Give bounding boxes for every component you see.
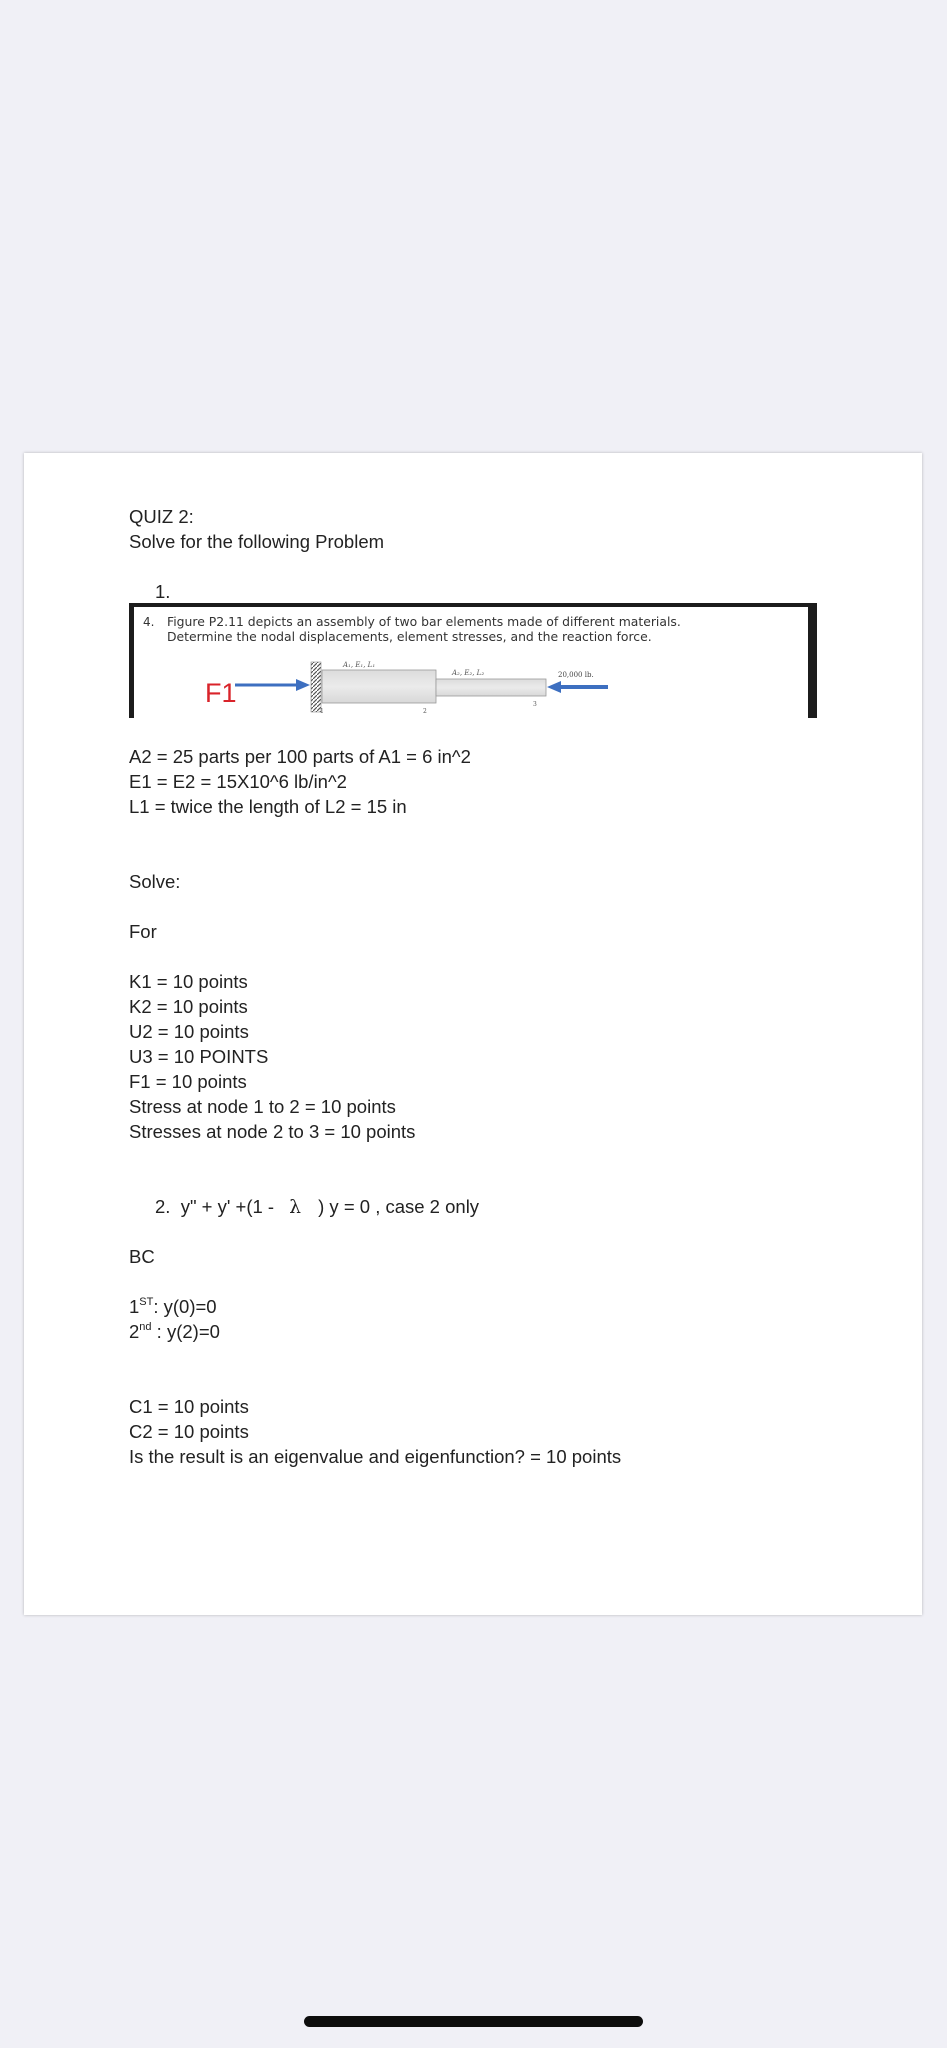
criterion-k2: K2 = 10 points bbox=[129, 996, 248, 1017]
problem1-number: 1. bbox=[155, 581, 171, 602]
bc2-superscript: nd bbox=[139, 1320, 152, 1333]
boundary-condition-1 bbox=[129, 1294, 217, 1319]
load-arrow-icon bbox=[547, 681, 561, 693]
node-1-label: 1 bbox=[320, 708, 324, 715]
bar-element-1 bbox=[322, 670, 436, 703]
figure-text-line-2: Determine the nodal displacements, element stresses, and the reaction force. bbox=[167, 629, 652, 644]
node-3-label: 3 bbox=[533, 701, 537, 708]
criterion-u2: U2 = 10 points bbox=[129, 1021, 249, 1042]
bc2-prefix: 2 bbox=[129, 1321, 140, 1342]
given-e1-e2: E1 = E2 = 15X10^6 lb/in^2 bbox=[129, 771, 347, 792]
criterion-u3: U3 = 10 POINTS bbox=[129, 1046, 269, 1067]
home-indicator[interactable] bbox=[304, 2016, 643, 2027]
node-2-label: 2 bbox=[423, 708, 427, 715]
bc1-value: : y(0)=0 bbox=[153, 1296, 217, 1317]
criterion-c2: C2 = 10 points bbox=[129, 1421, 249, 1442]
fixed-wall-support bbox=[311, 662, 321, 712]
bc1-prefix: 1 bbox=[129, 1296, 140, 1317]
bar-assembly-diagram bbox=[129, 603, 817, 718]
document-page bbox=[24, 453, 922, 1615]
bar-element-2 bbox=[436, 679, 546, 696]
equation-part-2: ) y = 0 , case 2 only bbox=[318, 1196, 480, 1217]
given-a2: A2 = 25 parts per 100 parts of A1 = 6 in^2 bbox=[129, 746, 471, 767]
boundary-condition-2 bbox=[129, 1319, 220, 1344]
quiz-title: QUIZ 2: bbox=[129, 506, 194, 527]
load-label: 20,000 lb. bbox=[558, 671, 594, 679]
problem-figure bbox=[129, 603, 817, 718]
problem2-equation bbox=[155, 1194, 479, 1220]
bc2-value: : y(2)=0 bbox=[151, 1321, 220, 1342]
criterion-k1: K1 = 10 points bbox=[129, 971, 248, 992]
equation-part-1: y" + y' +(1 - bbox=[180, 1196, 275, 1217]
figure-problem-number: 4. bbox=[143, 615, 155, 629]
criterion-c1: C1 = 10 points bbox=[129, 1396, 249, 1417]
criterion-stress-1-2: Stress at node 1 to 2 = 10 points bbox=[129, 1096, 396, 1117]
bc-label: BC bbox=[129, 1246, 155, 1267]
element1-label: A₁, E₁, L₁ bbox=[343, 661, 376, 669]
bc1-superscript: ST bbox=[139, 1295, 154, 1308]
figure-text-line-1: Figure P2.11 depicts an assembly of two bar elements made of different materials. bbox=[167, 614, 681, 629]
criterion-eigen: Is the result is an eigenvalue and eigenfunction? = 10 points bbox=[129, 1446, 622, 1467]
f1-arrow-icon bbox=[296, 679, 310, 691]
problem2-number: 2. bbox=[155, 1196, 171, 1217]
criterion-f1: F1 = 10 points bbox=[129, 1071, 247, 1092]
f1-label: F1 bbox=[205, 678, 237, 708]
for-label: For bbox=[129, 921, 157, 942]
lambda-symbol: λ bbox=[289, 1197, 301, 1218]
solve-label: Solve: bbox=[129, 871, 181, 892]
criterion-stress-2-3: Stresses at node 2 to 3 = 10 points bbox=[129, 1121, 416, 1142]
element2-label: A₂, E₂, L₂ bbox=[452, 669, 485, 677]
quiz-instruction: Solve for the following Problem bbox=[129, 531, 385, 552]
given-l1: L1 = twice the length of L2 = 15 in bbox=[129, 796, 407, 817]
